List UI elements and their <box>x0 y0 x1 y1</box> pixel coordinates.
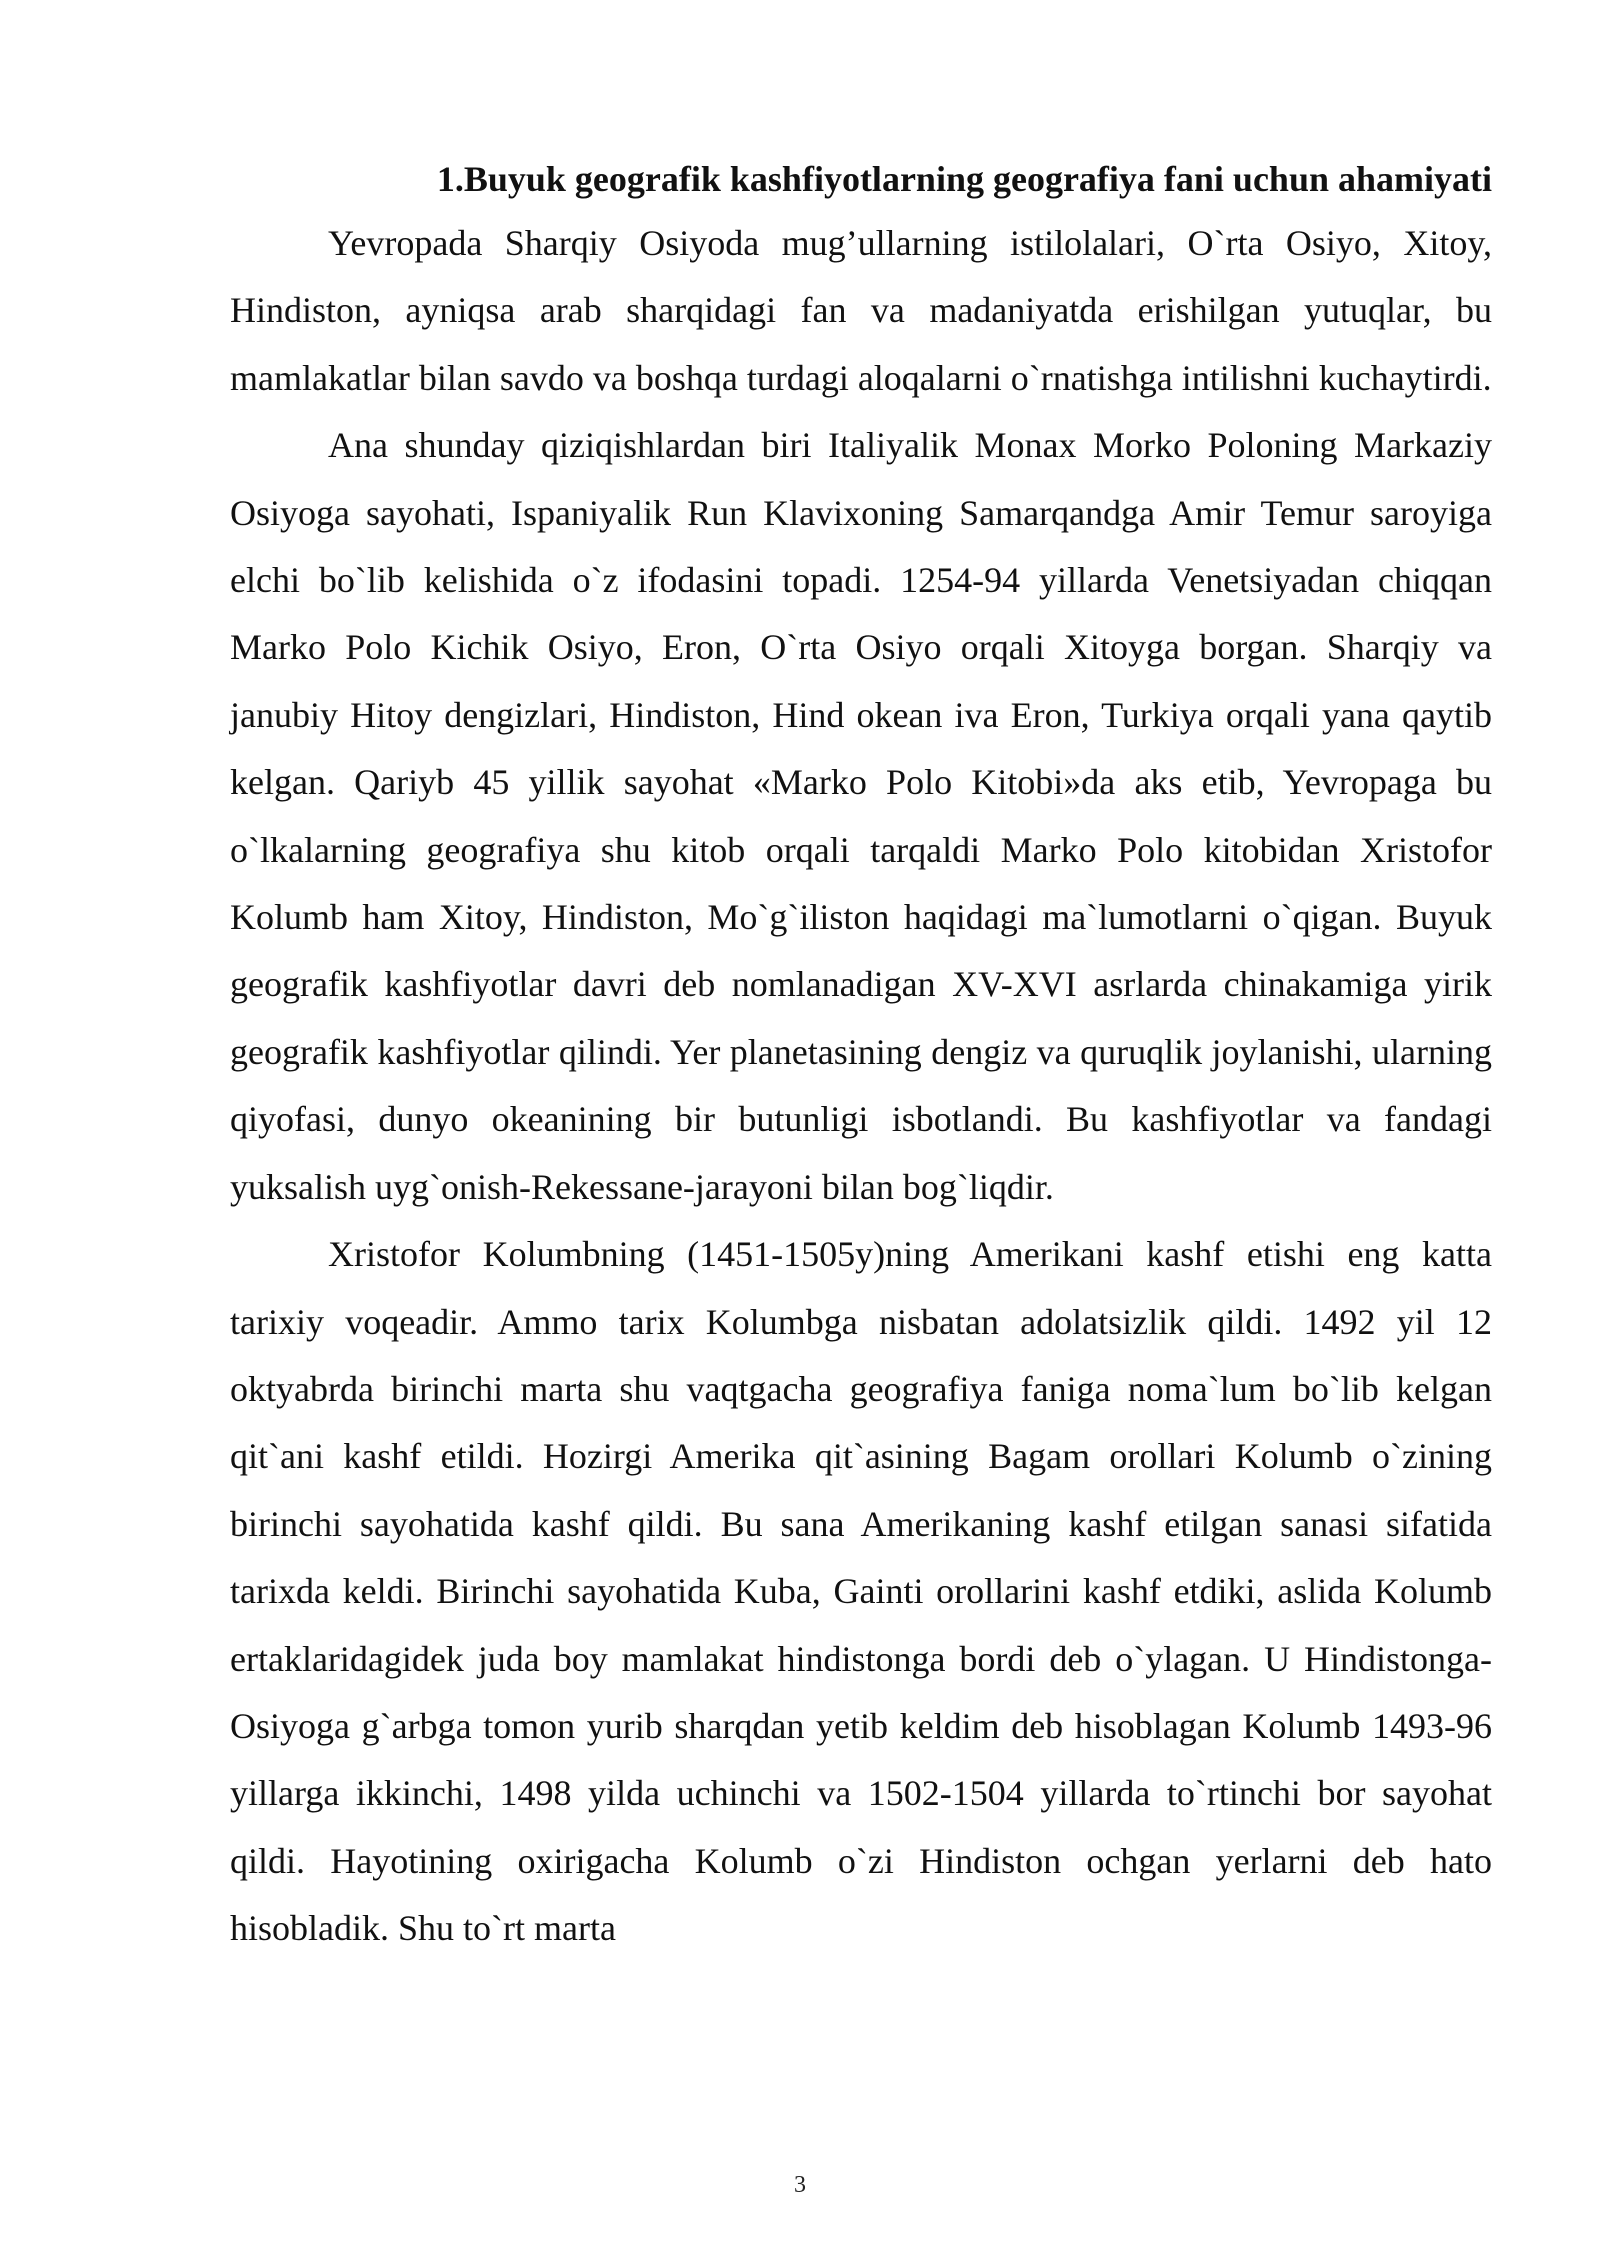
page-number: 3 <box>794 2172 806 2198</box>
paragraph-3: Xristofor Kolumbning (1451-1505y)ning Amerikani kashf etishi eng katta tarixiy voqeadir. Ammo tarix Kolumbga nisbatan adolatsizlik qildi. 1492 yil 12 oktyabrda birinchi marta shu vaqtgacha geografiya faniga noma`lum bo`lib kelgan qit`ani kashf etildi. Hozirgi Amerika qit`asining Bagam orollari Kolumb o`zining birinchi sayohatida kashf qildi. Bu sana Amerikaning kashf etilgan sanasi sifatida tarixda keldi. Birinchi sayohatida Kuba, Gainti orollarini kashf etdiki, aslida Kolumb ertaklaridagidek juda boy mamlakat hindistonga bordi deb o`ylagan. U Hindistonga-Osiyoga g`arbga tomon yurib sharqdan yetib keldim deb hisoblagan Kolumb 1493-96 yillarga ikkinchi, 1498 yilda uchinchi va 1502-1504 yillarda to`rtinchi bor sayohat qildi. Hayotining oxirigacha Kolumb o`zi Hindiston ochgan yerlarni deb hato hisobladik. Shu to`rt marta <box>230 1234 1492 1949</box>
paragraph-2: Ana shunday qiziqishlardan biri Italiyalik Monax Morko Poloning Markaziy Osiyoga sayohati, Ispaniyalik Run Klavixoning Samarqandga Amir Temur saroyiga elchi bo`lib kelishida o`z ifodasini topadi. 1254-94 yillarda Venetsiyadan chiqqan Marko Polo Kichik Osiyo, Eron, O`rta Osiyo orqali Xitoyga borgan. Sharqiy va janubiy Hitoy dengizlari, Hindiston, Hind okean iva Eron, Turkiya orqali yana qaytib kelgan. Qariyb 45 yillik sayohat «Marko Polo Kitobi»da aks etib, Yevropaga bu o`lkalarning geografiya shu kitob orqali tarqaldi Marko Polo kitobidan Xristofor Kolumb ham Xitoy, Hindiston, Mo`g`iliston haqidagi ma`lumotlarni o`qigan. Buyuk geografik kashfiyotlar davri deb nomlanadigan XV-XVI asrlarda chinakamiga yirik geografik kashfiyotlar qilindi. Yer planetasining dengiz va quruqlik joylanishi, ularning qiyofasi, dunyo okeanining bir butunligi isbotlandi. Bu kashfiyotlar va fandagi yuksalish uyg`onish-Rekessane-jarayoni bilan bog`liqdir. <box>230 425 1492 1207</box>
page-content <box>230 148 1492 1963</box>
section-heading: 1.Buyuk geografik kashfiyotlarning geografiya fani uchun ahamiyati <box>436 159 1492 199</box>
paragraph-1: Yevropada Sharqiy Osiyoda mug’ullarning istilolalari, O`rta Osiyo, Xitoy, Hindiston, ayniqsa arab sharqidagi fan va madaniyatda erishilgan yutuqlar, bu mamlakatlar bilan savdo va boshqa turdagi aloqalarni o`rnatishga intilishni kuchaytirdi. <box>230 223 1492 398</box>
